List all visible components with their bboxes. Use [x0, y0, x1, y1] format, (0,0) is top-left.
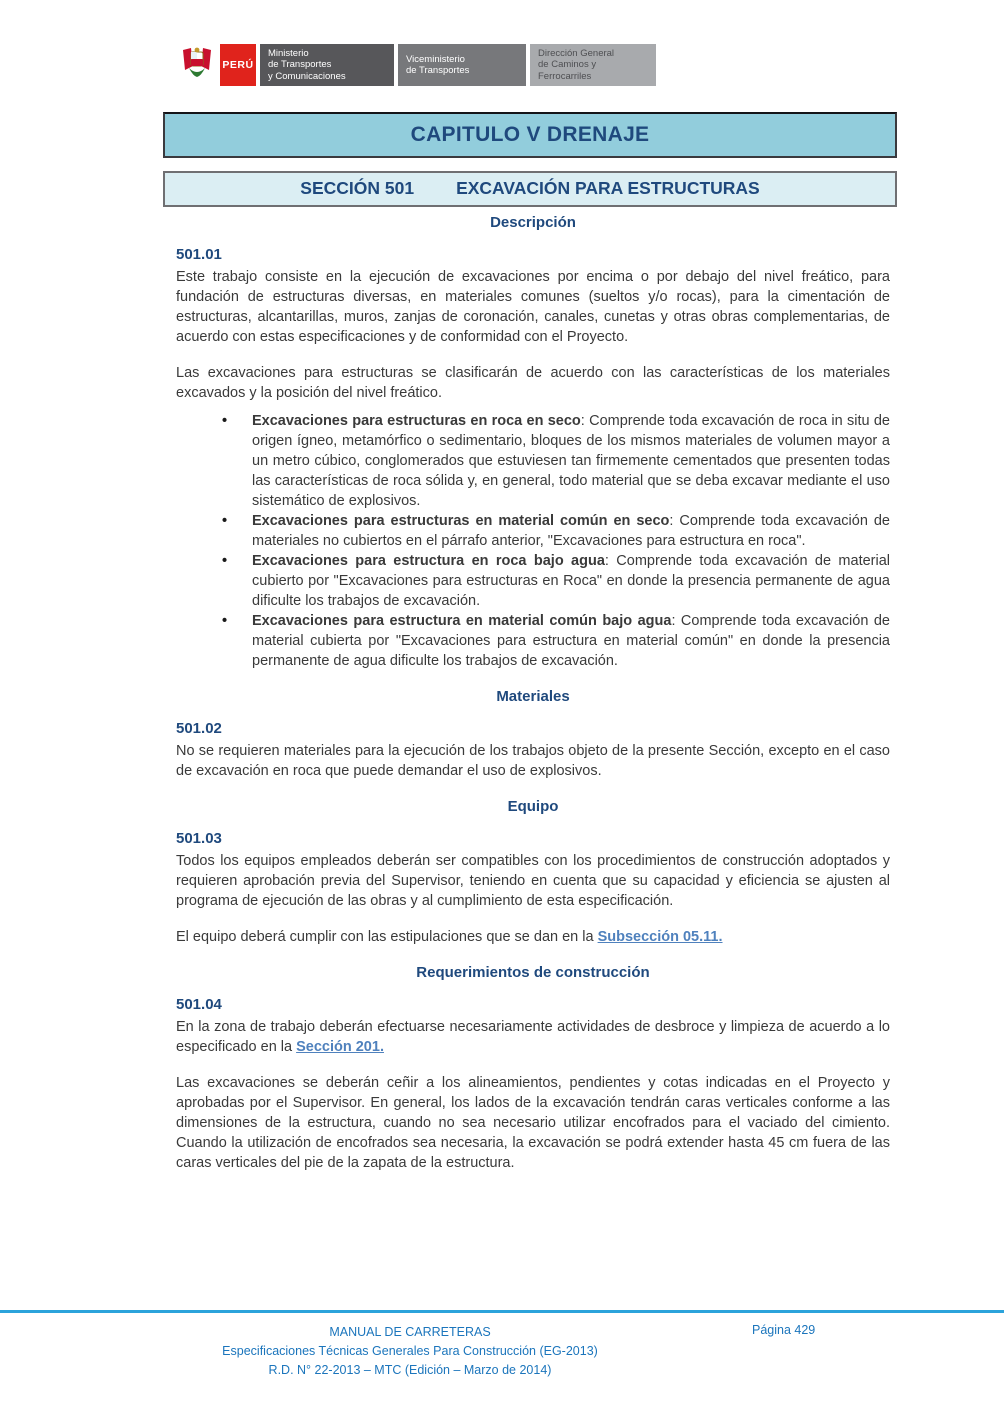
bullet-text: : Comprende toda excavación de roca in situ de origen ígneo, metamórfico o sedimentario, bloques de los mismos materiales de volumen mayor a un metro cúbico, conglomerados que estuviesen tan firmemente cementados que presenten todas las características de roca sólida y, en general, todo material que se deba excavar mediante el uso sistemático de explosivos.: [252, 413, 890, 509]
heading-materiales: Materiales: [496, 688, 570, 705]
peru-label: PERÚ: [222, 59, 254, 71]
direction-general-box: [530, 44, 656, 86]
ministry-line: y Comunicaciones: [268, 70, 346, 82]
clause-number-501-02: 501.02: [176, 720, 222, 737]
peru-brand-box: [220, 44, 256, 86]
clause-number-501-03: 501.03: [176, 830, 222, 847]
footer-line: Especificaciones Técnicas Generales Para Construcción (EG-2013): [222, 1344, 598, 1358]
clause-number-501-04: 501.04: [176, 996, 222, 1013]
paragraph: No se requieren materiales para la ejecución de los trabajos objeto de la presente Sección, excepto en el caso de excavación en roca que puede demandar el uso de explosivos.: [176, 743, 890, 779]
paragraph: [176, 1017, 890, 1057]
link-subseccion-05-11[interactable]: Subsección 05.11.: [597, 929, 723, 945]
footer-line: R.D. N° 22-2013 – MTC (Edición – Marzo de 2014): [268, 1363, 552, 1377]
list-item: [176, 611, 890, 671]
footer-rule: [0, 1310, 1004, 1313]
direction-line: Dirección General: [538, 47, 615, 59]
peru-coat-of-arms-icon: [178, 44, 216, 86]
bullet-term: Excavaciones para estructuras en material común en seco: [252, 513, 670, 529]
direction-line: de Caminos y: [538, 59, 597, 71]
bullet-term: Excavaciones para estructuras en roca en seco: [252, 413, 581, 429]
ministry-line: Ministerio: [268, 47, 309, 59]
link-seccion-201[interactable]: Sección 201.: [296, 1039, 384, 1055]
paragraph: [176, 927, 890, 947]
list-item: [176, 511, 890, 551]
bullet-term: Excavaciones para estructura en roca bajo agua: [252, 553, 605, 569]
paragraph-text: En la zona de trabajo deberán efectuarse necesariamente actividades de desbroce y limpieza de acuerdo a lo especificado en la: [176, 1019, 890, 1055]
section-title: EXCAVACIÓN PARA ESTRUCTURAS: [456, 178, 760, 198]
bullet-term: Excavaciones para estructura en material común bajo agua: [252, 613, 672, 629]
page-number: Página 429: [752, 1323, 816, 1337]
viceministry-line: de Transportes: [406, 65, 470, 76]
paragraph: Las excavaciones para estructuras se clasificarán de acuerdo con las características de los materiales excavados y la posición del nivel freático.: [176, 365, 890, 401]
paragraph: Las excavaciones se deberán ceñir a los alineamientos, pendientes y cotas indicadas en el Proyecto y aprobadas por el Supervisor. En general, los lados de la excavación tendrán caras verticales conforme a las dimensiones de la estructura, cuando no sea necesario utilizar encofrados para el vaciado del cimiento. Cuando la utilización de encofrados sea necesaria, la excavación se podrá extender hasta 45 cm fuera de las caras verticales del pie de la zapata de la estructura.: [176, 1075, 890, 1171]
list-item: [176, 411, 890, 511]
excavation-types-list: [176, 411, 890, 671]
ministry-line: de Transportes: [268, 59, 332, 71]
list-item: [176, 551, 890, 611]
chapter-title: CAPITULO V DRENAJE: [410, 123, 650, 146]
viceministry-box: [398, 44, 526, 86]
header-logo-strip: [178, 44, 656, 86]
chapter-banner: [163, 112, 897, 158]
bullet-text: : Comprende toda excavación de material cubierto por "Excavaciones para estructuras en Roca" en donde la presencia permanente de agua dificulte los trabajos de excavación.: [252, 553, 890, 609]
footer-line: MANUAL DE CARRETERAS: [329, 1325, 491, 1339]
paragraph-text: El equipo deberá cumplir con las estipulaciones que se dan en la: [176, 929, 598, 945]
paragraph: Todos los equipos empleados deberán ser compatibles con los procedimientos de construcción adoptados y requieren aprobación previa del Supervisor, teniendo en cuenta que su capacidad y eficiencia se ajusten al programa de ejecución de las obras y al cumplimiento de esta especificación.: [176, 853, 890, 909]
viceministry-line: Viceministerio: [406, 53, 465, 65]
paragraph: Este trabajo consiste en la ejecución de excavaciones por encima o por debajo del nivel freático, para fundación de estructuras diversas, en materiales comunes (sueltos y/o rocas), para la cimentación de estructuras, alcantarillas, muros, zanjas de coronación, canales, cunetas y otras obras complementarias, de acuerdo con estas especificaciones y de conformidad con el Proyecto.: [176, 269, 890, 345]
section-banner: [163, 171, 897, 207]
bullet-text: : Comprende toda excavación de materiales no cubiertos en el párrafo anterior, "Excavaciones para estructura en roca".: [252, 513, 890, 549]
heading-requerimientos: Requerimientos de construcción: [416, 964, 650, 981]
ministry-box: [260, 44, 394, 86]
direction-line: Ferrocarriles: [538, 70, 592, 82]
document-body: [176, 213, 890, 1173]
clause-number-501-01: 501.01: [176, 246, 222, 263]
section-number: SECCIÓN 501: [300, 178, 415, 198]
heading-descripcion: Descripción: [490, 214, 576, 231]
bullet-text: : Comprende toda excavación de material cubierta por "Excavaciones para estructura en material común" en donde la presencia permanente de agua dificulte los trabajos de excavación.: [252, 613, 890, 669]
heading-equipo: Equipo: [507, 798, 559, 815]
footer-manual-info: [176, 1323, 644, 1380]
